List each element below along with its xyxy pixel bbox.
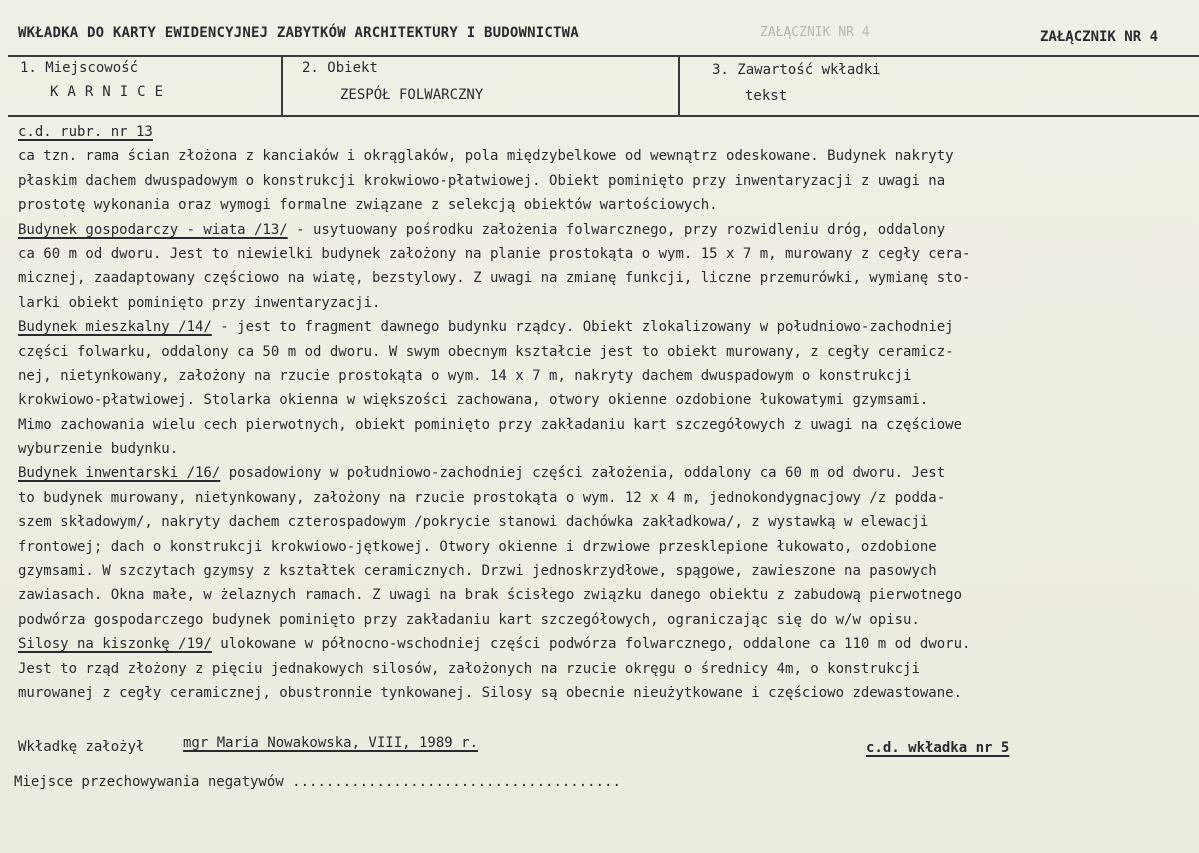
text-line: nej, nietynkowany, założony na rzucie prostokąta o wym. 14 x 7 m, nakryty dachem dwuspadowym o konstrukcji bbox=[18, 367, 912, 384]
continuation-note: c.d. wkładka nr 5 bbox=[866, 740, 1010, 756]
text-line: - usytuowany pośrodku założenia folwarcznego, przy rozwidleniu dróg, oddalony bbox=[287, 221, 946, 238]
field-divider-2 bbox=[678, 55, 680, 117]
text-line: ca tzn. rama ścian złożona z kanciaków i okrąglaków, pola międzybelkowe od wewnątrz odeskowane. Budynek nakryty bbox=[18, 148, 954, 165]
author-value: mgr Maria Nowakowska, VIII, 1989 r. bbox=[183, 735, 479, 751]
text-line: Jest to rząd złożony z pięciu jednakowych silosów, założonych na rzucie okręgu o średnicy 4m, o konstrukcji bbox=[18, 660, 920, 677]
content-label: 3. Zawartość wkładki bbox=[712, 62, 881, 78]
content-value: tekst bbox=[745, 88, 788, 104]
text-line: micznej, zaadaptowany częściowo na wiatę, bezstylowy. Z uwagi na zmianę funkcji, liczne przemurówki, wymianę sto- bbox=[18, 270, 971, 287]
object-value: ZESPÓŁ FOLWARCZNY bbox=[340, 87, 484, 103]
text-line: larki obiekt pominięto przy inwentaryzacji. bbox=[18, 294, 381, 311]
author-label: Wkładkę założył bbox=[18, 739, 145, 755]
text-line: ca 60 m od dworu. Jest to niewielki budynek założony na planie prostokąta o wym. 15 x 7 m, murowany z cegły cera- bbox=[18, 245, 971, 262]
negatives-label: Miejsce przechowywania negatywów bbox=[14, 774, 284, 790]
text-line: - jest to fragment dawnego budynku rządcy. Obiekt zlokalizowany w południowo-zachodniej bbox=[211, 319, 954, 336]
text-line: wyburzenie budynku. bbox=[18, 441, 179, 458]
attachment-number: ZAŁĄCZNIK NR 4 bbox=[1040, 29, 1159, 45]
text-line: posadowiony w południowo-zachodniej części założenia, oddalony ca 60 m od dworu. Jest bbox=[220, 465, 946, 482]
field-divider-1 bbox=[281, 55, 283, 117]
fields-bottom-rule bbox=[8, 115, 1199, 117]
text-line: zawiasach. Okna małe, w żelaznych ramach. Z uwagi na brak ścisłego związku danego obiektu z zabudową pierwotnego bbox=[18, 587, 963, 604]
locality-value: KARNICE bbox=[50, 84, 173, 100]
header-rule bbox=[8, 55, 1199, 57]
text-line: to budynek murowany, nietynkowany, założony na rzucie prostokąta o wym. 12 x 4 m, jednokondygnacjowy /z podda- bbox=[18, 489, 946, 506]
object-label: 2. Obiekt bbox=[302, 60, 378, 76]
text-line: murowanej z cegły ceramicznej, obustronnie tynkowanej. Silosy są obecnie nieużytkowane i częściowo zdewastowane. bbox=[18, 684, 963, 701]
negatives-dots: ....................................... bbox=[292, 774, 621, 790]
section-heading-19: Silosy na kiszonkę /19/ bbox=[18, 636, 212, 653]
section-heading-16: Budynek inwentarski /16/ bbox=[18, 465, 221, 482]
faint-bleed-through-text: ZAŁĄCZNIK NR 4 bbox=[760, 25, 870, 40]
text-line: części folwarku, oddalony ca 50 m od dworu. W swym obecnym kształcie jest to obiekt murowany, z cegły ceramicz- bbox=[18, 343, 954, 360]
continuation-heading: c.d. rubr. nr 13 bbox=[18, 124, 153, 140]
text-line: Mimo zachowania wielu cech pierwotnych, obiekt pominięto przy zakładaniu kart szczegółowych z uwagi na częściowe bbox=[18, 416, 963, 433]
text-line: frontowej; dach o konstrukcji krokwiowo-jętkowej. Otwory okienne i drzwiowe przesklepione łukowato, ozdobione bbox=[18, 538, 937, 555]
text-line: prostotę wykonania oraz wymogi formalne związane z selekcją obiektów wartościowych. bbox=[18, 197, 718, 214]
text-line: ulokowane w północno-wschodniej części podwórza folwarcznego, oddalone ca 110 m od dworu. bbox=[211, 636, 971, 653]
card-title: WKŁADKA DO KARTY EWIDENCYJNEJ ZABYTKÓW ARCHITEKTURY I BUDOWNICTWA bbox=[18, 25, 579, 41]
negatives-row bbox=[14, 774, 621, 790]
text-line: szem składowym/, nakryty dachem czterospadowym /pokrycie stanowi dachówka zakładkowa/, z wystawką w elewacji bbox=[18, 514, 929, 531]
text-line: płaskim dachem dwuspadowym o konstrukcji krokwiowo-płatwiowej. Obiekt pominięto przy inwentaryzacji z uwagi na bbox=[18, 172, 946, 189]
description-text bbox=[18, 120, 1193, 705]
locality-label: 1. Miejscowość bbox=[20, 60, 139, 76]
text-line: gzymsami. W szczytach gzymsy z kształtek ceramicznych. Drzwi jednoskrzydłowe, spągowe, zawieszone na pasowych bbox=[18, 563, 937, 580]
section-heading-13: Budynek gospodarczy - wiata /13/ bbox=[18, 221, 288, 238]
text-line: podwórza gospodarczego budynek pominięto przy zakładaniu kart szczegółowych, ograniczając się do w/w opisu. bbox=[18, 611, 920, 628]
text-line: krokwiowo-płatwiowej. Stolarka okienna w większości zachowana, otwory okienne ozdobione łukowatymi gzymsami. bbox=[18, 392, 929, 409]
section-heading-14: Budynek mieszkalny /14/ bbox=[18, 319, 212, 336]
